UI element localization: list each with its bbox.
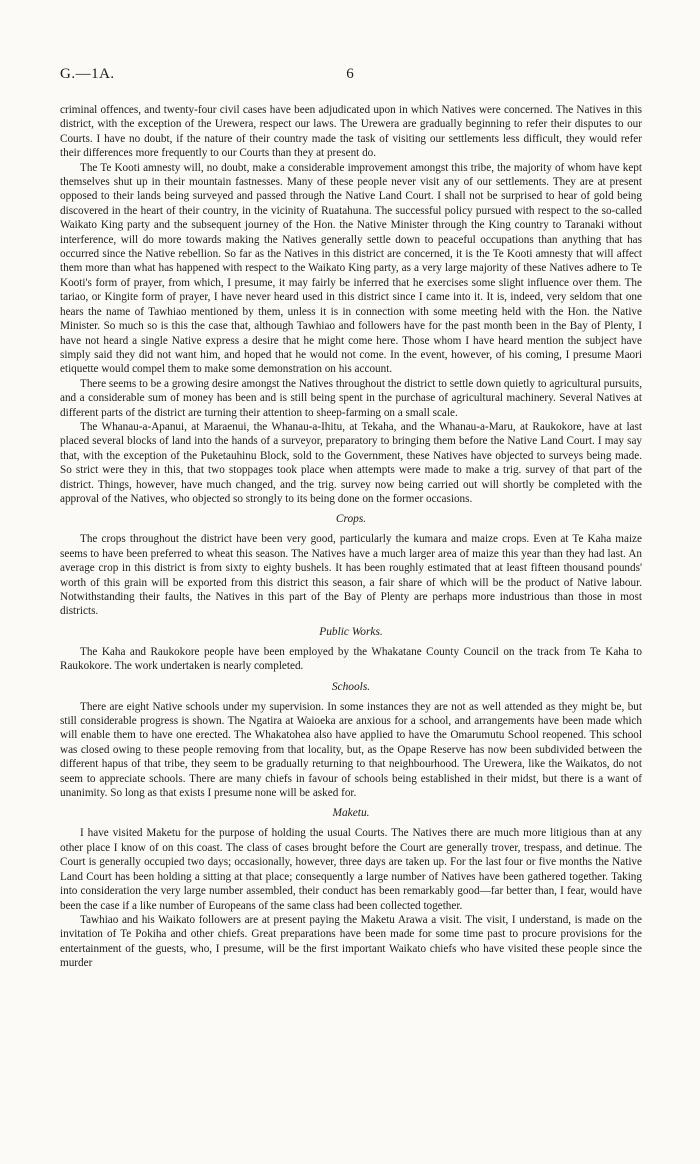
- paragraph: The Te Kooti amnesty will, no doubt, make a considerable improvement amongst this tribe, the majority of whom have kept themselves shut up in their mountain fastnesses. Many of these people never visit any of our settlements. They are at present opposed to their lands being surveyed and passed through the Native Land Court. I shall not be surprised to hear of gold being discovered in the heart of their country, in the vicinity of Ruatahuna. The successful policy pursued with respect to the so-called Waikato King party and the subsequent journey of the Hon. the Native Minister through the King country to Taranaki without interference, will do more towards making the Natives generally settle down to peaceful occupations than anything that has occurred since the Native rebellion. So far as the Natives in this district are concerned, it is the Te Kooti amnesty that will affect them more than what has happened with respect to the Waikato King party, as a very large majority of these Natives adhere to Te Kooti's form of prayer, from which, I presume, it may fairly be inferred that he exercises some slight influence over them. The tariao, or Kingite form of prayer, I have never heard used in this district since I came into it. It is, indeed, very seldom that one hears the name of Tawhiao mentioned by them, unless it is in connection with some meeting held with the Hon. the Native Minister. So much so is this the case that, although Tawhiao and followers have for the past month been in the Bay of Plenty, I have not heard a single Native express a desire that he might come here. Those whom I have heard mention the subject have simply said they did not want him, and hoped that he would not come. In the event, however, of his coming, I presume Maori etiquette would compel them to make some demonstration on his account.: [60, 161, 642, 376]
- paragraph: The Whanau-a-Apanui, at Maraenui, the Whanau-a-Ihitu, at Tekaha, and the Whanau-a-Maru, at Raukokore, have at last placed several blocks of land into the hands of a surveyor, preparatory to bringing them before the Native Land Court. I may say that, with the exception of the Puketauhinu Block, sold to the Government, these Natives have objected to surveys being made. So strict were they in this, that two stoppages took place when attempts were made to make a trig. survey of that part of the district. Things, however, have much changed, and the trig. survey now being carried out will shortly be completed with the approval of the Natives, who objected so strongly to its being done on the former occasions.: [60, 420, 642, 505]
- section-heading-maketu: Maketu.: [332, 807, 370, 820]
- paragraph: The crops throughout the district have been very good, particularly the kumara and maize crops. Even at Te Kaha maize seems to have been preferred to wheat this season. The Natives have a much larger area of maize this year than they had last. An average crop in this district is from sixty to eighty bushels. It has been roughly estimated that at least fifteen thousand pounds' worth of this grain will be exported from this district this season, a fair share of which will be the product of Native labour. Notwithstanding their faults, the Natives in this part of the Bay of Plenty are perhaps more industrious than those in most districts.: [60, 533, 642, 618]
- paragraph: The Kaha and Raukokore people have been employed by the Whakatane County Council on the track from Te Kaha to Raukokore. The work undertaken is nearly completed.: [60, 645, 642, 673]
- paragraph: I have visited Maketu for the purpose of holding the usual Courts. The Natives there are much more litigious than at any other place I know of on this coast. The class of cases brought before the Court are generally trover, trespass, and detinue. The Court is generally occupied two days; occasionally, however, three days are taken up. For the last four or five months the Native Land Court has been holding a sitting at that place; consequently a large number of Natives have been gathered together. Taking into consideration the very large number assembled, their conduct has been remarkably good—far better than, I fear, would have been the case if a like number of Europeans of the same class had been collected together.: [60, 827, 642, 912]
- page-number: 6: [346, 66, 354, 82]
- paragraph: Tawhiao and his Waikato followers are at present paying the Maketu Arawa a visit. The visit, I understand, is made on the invitation of Te Pokiha and other chiefs. Great preparations have been made for some time past to procure provisions for the entertainment of the guests, who, I presume, will be the first important Waikato chiefs who have visited these people since the murder: [60, 913, 642, 970]
- document-reference: G.—1A.: [60, 66, 115, 82]
- section-heading-crops: Crops.: [335, 513, 367, 526]
- paragraph: There seems to be a growing desire amongst the Natives throughout the district to settle down quietly to agricultural pursuits, and a considerable sum of money has been and is still being spent in the purchase of agricultural machinery. Several Natives at different parts of the district are turning their attention to sheep-farming on a small scale.: [60, 377, 642, 419]
- paragraph: criminal offences, and twenty-four civil cases have been adjudicated upon in which Natives were concerned. The Natives in this district, with the exception of the Urewera, respect our laws. The Urewera are gradually beginning to refer their disputes to our Courts. I have no doubt, if the nature of their country made the task of visiting our settlements less difficult, they would refer their differences more frequently to our Courts than they at present do.: [60, 104, 642, 160]
- document-body: [60, 103, 642, 971]
- paragraph: There are eight Native schools under my supervision. In some instances they are not as well attended as they might be, but still considerable progress is shown. The Ngatira at Waioeka are anxious for a school, and arrangements have been made which will enable them to have one erected. The Whakatohea also have applied to have the Omarumutu School reopened. This school was closed owing to these people removing from that locality, but, as the Opape Reserve has now been subdivided between the different hapus of that tribe, they seem to be gradually returning to that neighbourhood. The Urewera, like the Waikatos, do not seem to appreciate schools. There are many chiefs in favour of schools being established in their midst, but there is a want of unanimity. So long as that exists I presume none will be asked for.: [60, 700, 642, 800]
- section-heading-schools: Schools.: [331, 680, 371, 693]
- section-heading-public-works: Public Works.: [319, 625, 383, 638]
- page-header: [60, 66, 640, 90]
